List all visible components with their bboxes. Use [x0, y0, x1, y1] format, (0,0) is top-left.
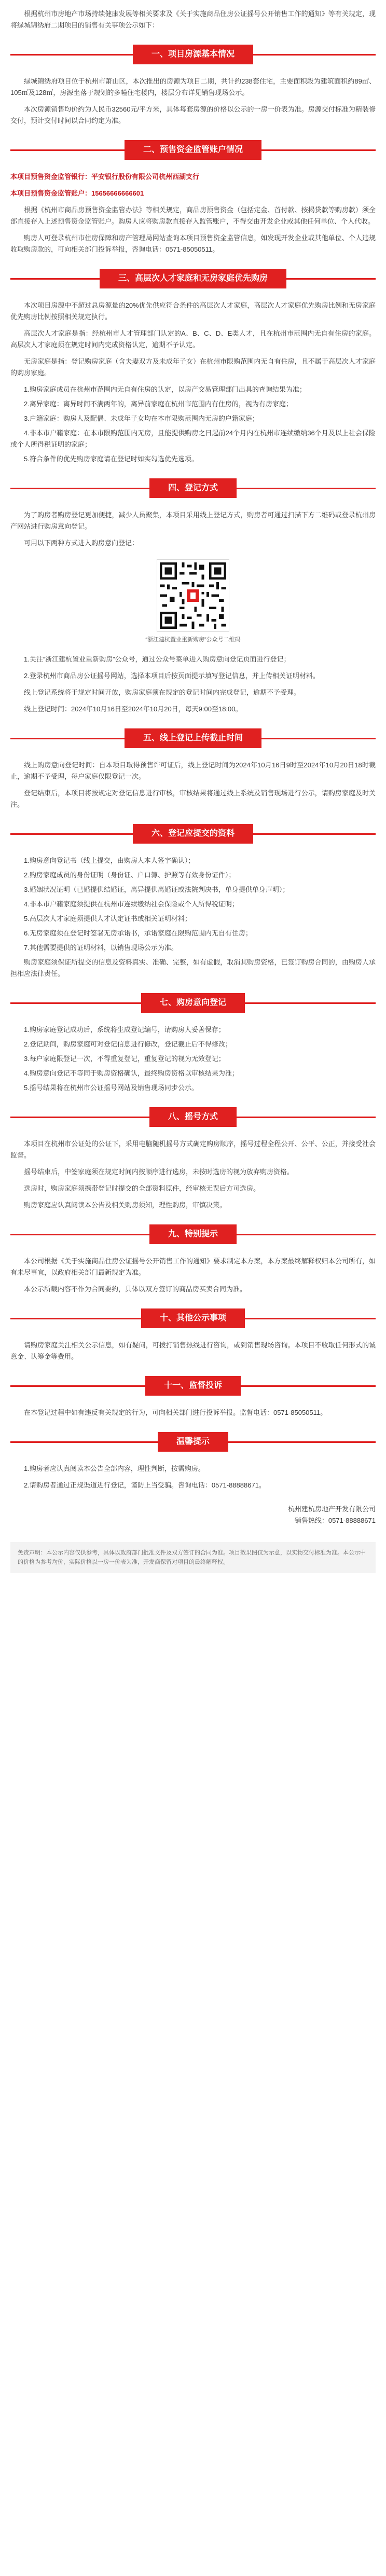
s3-paragraph-2: 高层次人才家庭是指：经杭州市人才管理部门认定的A、B、C、D、E类人才，且在杭州市范围内无自有住房的家庭。高层次人才家庭须在规定时间内完成资格认定，逾期不予认定。: [10, 329, 376, 349]
section-1-title: [10, 45, 376, 65]
account-number: 15656666666601: [91, 189, 144, 197]
s2-paragraph-2: 购房人可登录杭州市住房保障和房产管理局网站查询本项目预售资金监管信息，如发现开发企业或其他单位、个人违规收取购房款的，可向相关部门投诉举报，咨询电话：0571-85050511。: [10, 234, 376, 253]
notice-paragraph-1: 1.购房者应认真阅读本公告全部内容，理性判断，按需购房。: [24, 1465, 205, 1472]
s9-paragraph-1: 本公司根据《关于实施商品住房公证摇号公开销售工作的通知》要求制定本方案，本方案最终解释权归本公司所有，如有未尽事宜，以政府相关部门最新规定为准。: [10, 1257, 376, 1276]
list-item: 1.购房家庭成员在杭州市范围内无自有住房的认定，以房产交易管理部门出具的查询结果为准；: [24, 385, 306, 393]
qr-caption: “浙江建杭置业重新购房”公众号二维码: [145, 637, 241, 643]
s6-paragraph-1: 购房家庭须保证所提交的信息及资料真实、准确、完整，如有虚假，取消其购房资格，已签订购房合同的，由购房人承担相应法律责任。: [10, 958, 376, 977]
s4-paragraph-6: 线上登记时间：2024年10月16日至2024年10月20日，每天9:00至18:00。: [24, 705, 242, 713]
list-item: 5.摇号结果将在杭州市公证摇号网站及销售现场同步公示。: [24, 1084, 198, 1092]
list-item: 3.婚姻状况证明（已婚提供结婚证，离异提供离婚证或法院判决书，单身提供单身声明）；: [24, 886, 290, 893]
sales-hotline: 销售热线：0571-88888671: [294, 1517, 376, 1524]
s9-paragraph-2: 本公示所载内容不作为合同要约，具体以双方签订的商品房买卖合同为准。: [24, 1285, 247, 1293]
list-item: 4.购房意向登记不等同于购房资格确认，最终购房资格以审核结果为准；: [24, 1069, 239, 1077]
section-6-title: [10, 824, 376, 845]
s3-paragraph-3: 无房家庭是指：登记购房家庭（含夫妻双方及未成年子女）在杭州市限购范围内无自有住房，且不属于高层次人才家庭的购房家庭。: [10, 357, 376, 377]
qr-row: [10, 559, 376, 643]
section-3-label: 三、高层次人才家庭和无房家庭优先购房: [100, 269, 286, 288]
s5-paragraph-2: 登记结束后，本项目将按规定对登记信息进行审核，审核结果将通过线上系统及销售现场进行公示，请购房家庭及时关注。: [10, 789, 376, 808]
list-item: 2.登记期间，购房家庭可对登记信息进行修改，登记截止后不得修改；: [24, 1040, 232, 1048]
qr-block: [145, 559, 240, 643]
list-item: 2.离异家庭：离异时间不满两年的，离异前家庭在杭州市范围内有住房的，视为有房家庭；: [24, 400, 293, 408]
section-9-title: [10, 1224, 376, 1245]
intro-paragraph: 根据杭州市房地产市场持续健康发展等相关要求及《关于实施商品住房公证摇号公开销售工作的通知》等有关规定，现将绿城锦绣府二期项目的销售有关事项公示如下：: [10, 10, 376, 29]
section-5-title: [10, 728, 376, 749]
s4-paragraph-5: 线上登记系统将于规定时间开放，购房家庭须在规定的登记时间内完成登记，逾期不予受理。: [24, 688, 301, 696]
s1-paragraph-1: 绿城锦绣府项目位于杭州市萧山区，本次推出的房源为项目二期，共计约238套住宅，主要面积段为建筑面积约89㎡、105㎡及128㎡，房源坐落于规划的多幢住宅楼内，楼层分布详见销售现场公示。: [10, 77, 376, 97]
section-4-label: 四、登记方式: [149, 478, 237, 498]
section-2-title: [10, 140, 376, 161]
list-item: 1.购房意向登记书（线上提交，由购房人本人签字确认）；: [24, 857, 195, 864]
section-2-label: 二、预售资金监管账户情况: [125, 140, 261, 160]
list-item: 3.户籍家庭：购房人及配偶、未成年子女均在本市限购范围内无房的户籍家庭；: [24, 415, 259, 422]
s4-paragraph-3: 1.关注“浙江建杭置业重新购房”公众号，通过公众号菜单进入购房意向登记页面进行登记；: [24, 655, 291, 663]
bank-label: 本项目预售资金监管银行：: [10, 173, 92, 181]
s4-paragraph-4: 2.登录杭州市商品房公证摇号网站，选择本项目后按页面提示填写登记信息，并上传相关证明材料。: [24, 672, 320, 680]
notice-title: [10, 1432, 376, 1453]
list-item: 6.无房家庭须在登记时签署无房承诺书，承诺家庭在限购范围内无自有住房；: [24, 929, 252, 937]
s8-paragraph-3: 选房时，购房家庭须携带登记时提交的全部资料原件，经审核无误后方可选房。: [24, 1184, 260, 1192]
s2-paragraph-1: 根据《杭州市商品房预售资金监管办法》等相关规定，商品房预售资金（包括定金、首付款、按揭贷款等购房款）须全部直接存入上述预售资金监管账户。购房人应将购房款直接存入监管账户，不得交由开发企业或其他任何单位、个人代收。: [10, 206, 376, 225]
signature-block: [10, 1504, 376, 1526]
s1-paragraph-2: 本次房源销售均价约为人民币32560元/平方米，具体每套房源的价格以公示的一房一价表为准。房源交付标准为精装修交付，预计交付时间以合同约定为准。: [10, 105, 376, 125]
section-8-title: [10, 1107, 376, 1128]
section-9-label: 九、特别提示: [149, 1224, 237, 1244]
list-item: 4.非本市户籍家庭：在本市限购范围内无房，且能提供购房之日起前24个月内在杭州市连续缴纳36个月及以上社会保险或个人所得税证明的家庭；: [10, 429, 376, 448]
s3-paragraph-1: 本次项目房源中不超过总房源量的20%优先供应符合条件的高层次人才家庭，高层次人才家庭优先购房比例和无房家庭优先购房比例按照相关规定执行。: [10, 301, 376, 321]
section-10-title: [10, 1308, 376, 1329]
announcement-page: [10, 0, 376, 1573]
company-name: 杭州建杭房地产开发有限公司: [287, 1505, 376, 1513]
section-3-title: [10, 269, 376, 290]
bank-name: 平安银行股份有限公司杭州西湖支行: [91, 173, 200, 181]
s4-paragraph-1: 为了购房者购房登记更加便捷，减少人员聚集，本项目采用线上登记方式，购房者可通过扫描下方二维码或登录杭州房产网站进行购房意向登记。: [10, 511, 376, 530]
section-11-title: [10, 1376, 376, 1397]
s8-paragraph-2: 摇号结束后，中签家庭须在规定时间内按顺序进行选房，未按时选房的视为放弃购房资格。: [24, 1168, 294, 1176]
list-item: 3.每户家庭限登记一次，不得重复登记，重复登记的视为无效登记；: [24, 1055, 225, 1063]
supervising-bank: [10, 171, 376, 183]
list-item: 7.其他需要提供的证明材料，以销售现场公示为准。: [24, 944, 178, 952]
qr-code-icon[interactable]: [157, 559, 229, 632]
list-item: 5.符合条件的优先购房家庭请在登记时如实勾选优先选项。: [24, 455, 198, 463]
section-7-label: 七、购房意向登记: [141, 993, 245, 1013]
section-6-label: 六、登记应提交的资料: [133, 824, 253, 844]
notice-paragraph-2: 2.请购房者通过正规渠道进行登记，谨防上当受骗。咨询电话：0571-88888671。: [24, 1481, 266, 1489]
account-label: 本项目预售资金监管账户：: [10, 189, 92, 197]
list-item: 4.非本市户籍家庭须提供在杭州市连续缴纳社会保险或个人所得税证明；: [24, 900, 239, 908]
section-7-title: [10, 993, 376, 1014]
section-1-label: 一、项目房源基本情况: [133, 45, 253, 64]
section-8-label: 八、摇号方式: [149, 1107, 237, 1127]
section-5-label: 五、线上登记上传截止时间: [125, 728, 261, 748]
s11-paragraph-1: 在本登记过程中如有违反有关规定的行为，可向相关部门进行投诉举报。监督电话：0571-85050511。: [24, 1409, 327, 1416]
s8-paragraph-1: 本项目在杭州市公证处的公证下，采用电脑随机摇号方式确定购房顺序，摇号过程全程公开、公平、公正，并接受社会监督。: [10, 1140, 376, 1159]
s5-paragraph-1: 线上购房意向登记时间：自本项目取得预售许可证后，线上登记时间为2024年10月16日9时至2024年10月20日18时截止，逾期不予受理，每户家庭仅限登记一次。: [10, 761, 376, 780]
disclaimer-footnote: 免责声明：本公示内容仅供参考，具体以政府部门批准文件及双方签订的合同为准。项目效果图仅为示意，以实物交付标准为准。本公示中的价格为参考均价，实际价格以一房一价表为准，开发商保留对项目的最终解释权。: [10, 1542, 376, 1573]
s8-paragraph-4: 购房家庭应认真阅读本公告及相关购房须知，理性购房，审慎决策。: [24, 1201, 227, 1209]
list-item: 5.高层次人才家庭须提供人才认定证书或相关证明材料；: [24, 915, 191, 922]
list-item: 2.购房家庭成员的身份证明（身份证、户口簿、护照等有效身份证件）；: [24, 871, 236, 879]
section-11-label: 十一、监督投诉: [145, 1376, 241, 1396]
s6-list: [10, 855, 376, 954]
s10-paragraph-1: 请购房家庭关注相关公示信息，如有疑问，可拨打销售热线进行咨询，或到销售现场咨询。本项目不收取任何形式的诚意金、认筹金等费用。: [10, 1341, 376, 1360]
s4-paragraph-2: 可用以下两种方式进入购房意向登记：: [24, 539, 139, 547]
s3-list: [10, 384, 376, 465]
supervising-account: [10, 188, 376, 199]
notice-label: 温馨提示: [158, 1432, 228, 1452]
section-4-title: [10, 478, 376, 499]
s7-list: [10, 1024, 376, 1094]
list-item: 1.购房家庭登记成功后，系统将生成登记编号，请购房人妥善保存；: [24, 1026, 225, 1034]
section-10-label: 十、其他公示事项: [141, 1308, 245, 1328]
